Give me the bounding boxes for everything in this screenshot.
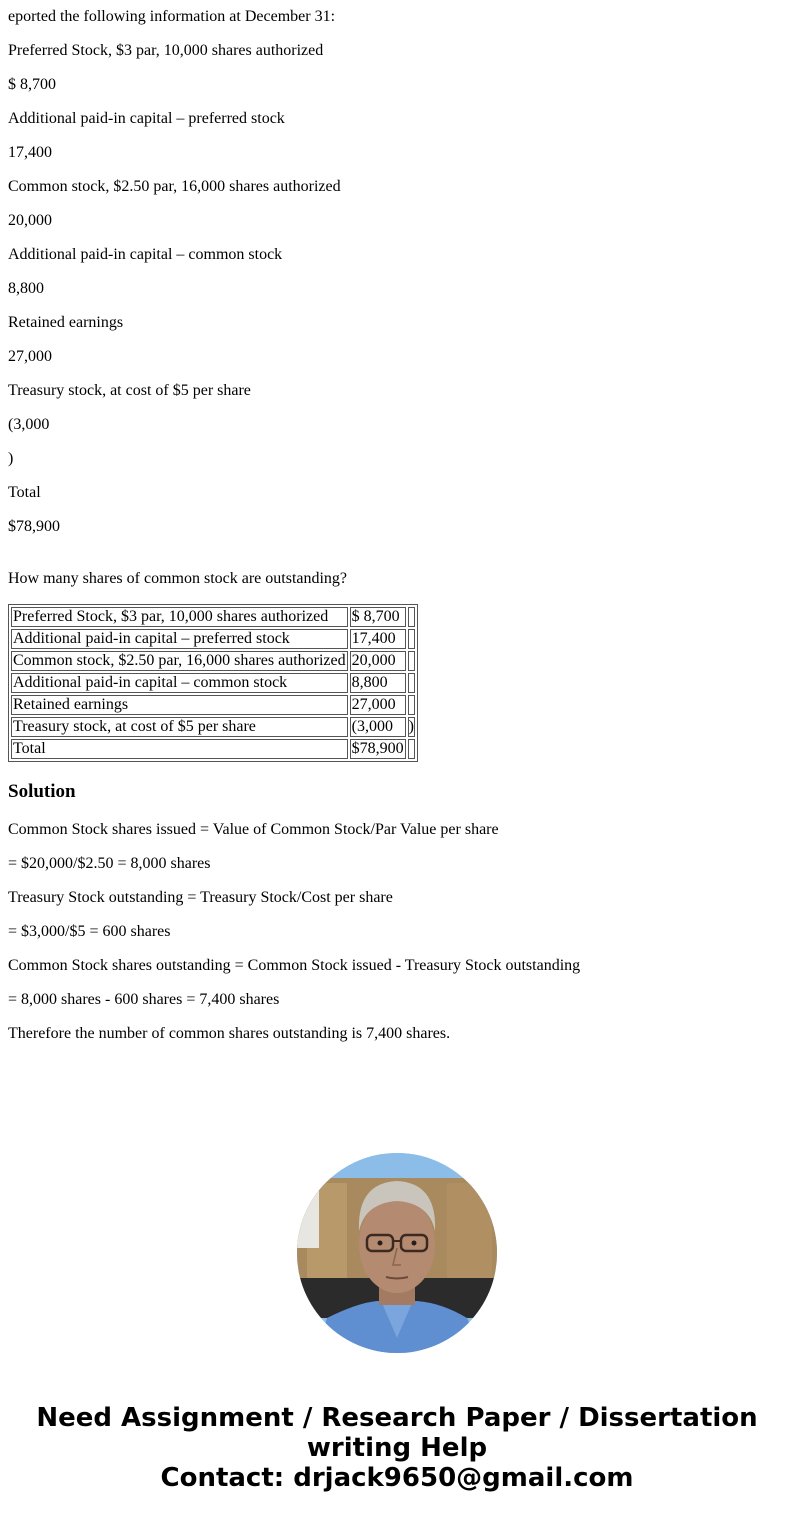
row-amount: 8,800 <box>350 673 406 693</box>
intro-line: Additional paid-in capital – preferred stock <box>8 110 285 127</box>
intro-line: Retained earnings <box>8 314 124 331</box>
row-label: Total <box>11 739 348 759</box>
banner-line: writing Help <box>306 1433 488 1463</box>
contact-email: Contact: drjack9650@gmail.com <box>160 1463 634 1493</box>
contact-banner <box>0 1403 794 1493</box>
row-amount: $78,900 <box>351 740 404 757</box>
intro-line: Additional paid-in capital – common stock <box>8 246 283 263</box>
question-text: How many shares of common stock are outstanding? <box>8 570 348 587</box>
row-amount: 17,400 <box>350 629 406 649</box>
balance-table <box>8 604 418 762</box>
table-row <box>11 695 415 715</box>
row-label: Treasury stock, at cost of $5 per share <box>11 717 348 737</box>
intro-line: ) <box>8 450 14 467</box>
solution-line: Therefore the number of common shares outstanding is 7,400 shares. <box>8 1025 451 1042</box>
solution-line: Common Stock shares outstanding = Common Stock issued - Treasury Stock outstanding <box>8 957 581 974</box>
row-amount: 20,000 <box>350 651 406 671</box>
row-suffix <box>408 607 415 627</box>
table-row <box>11 739 415 759</box>
row-label: Retained earnings <box>11 695 348 715</box>
author-avatar <box>297 1153 497 1353</box>
row-suffix <box>408 695 415 715</box>
row-suffix <box>408 629 415 649</box>
row-label: Additional paid-in capital – common stock <box>11 673 348 693</box>
intro-line: Total <box>8 484 41 501</box>
row-suffix: ) <box>408 718 414 735</box>
intro-line: Common stock, $2.50 par, 16,000 shares authorized <box>8 178 341 195</box>
table-row <box>11 717 415 737</box>
portrait-icon <box>297 1153 497 1353</box>
table-row <box>11 651 415 671</box>
solution-heading: Solution <box>8 781 76 802</box>
row-suffix <box>408 739 415 759</box>
table-row <box>11 629 415 649</box>
row-suffix <box>408 673 415 693</box>
intro-line: (3,000 <box>8 416 50 433</box>
table-row <box>11 673 415 693</box>
solution-line: Treasury Stock outstanding = Treasury Stock/Cost per share <box>8 889 393 906</box>
intro-line: $78,900 <box>8 518 60 535</box>
intro-line: 8,800 <box>8 280 44 297</box>
intro-line: Treasury stock, at cost of $5 per share <box>8 382 251 399</box>
intro-lead: eported the following information at December 31: <box>8 8 336 25</box>
row-amount: 27,000 <box>350 695 406 715</box>
banner-line: Need Assignment / Research Paper / Dissertation <box>36 1403 758 1433</box>
solution-line: = $3,000/$5 = 600 shares <box>8 923 171 940</box>
table-row <box>11 607 415 627</box>
intro-line: $ 8,700 <box>8 76 56 93</box>
solution-line: Common Stock shares issued = Value of Common Stock/Par Value per share <box>8 821 499 838</box>
solution-line: = $20,000/$2.50 = 8,000 shares <box>8 855 211 872</box>
row-label: Additional paid-in capital – preferred stock <box>11 629 348 649</box>
row-label: Common stock, $2.50 par, 16,000 shares authorized <box>13 652 346 669</box>
row-label: Preferred Stock, $3 par, 10,000 shares authorized <box>11 607 348 627</box>
row-suffix <box>408 651 415 671</box>
intro-line: 17,400 <box>8 144 52 161</box>
intro-line: 20,000 <box>8 212 52 229</box>
intro-line: Preferred Stock, $3 par, 10,000 shares authorized <box>8 42 324 59</box>
row-amount: $ 8,700 <box>350 607 406 627</box>
intro-line: 27,000 <box>8 348 52 365</box>
row-amount: (3,000 <box>350 717 406 737</box>
solution-line: = 8,000 shares - 600 shares = 7,400 shares <box>8 991 280 1008</box>
